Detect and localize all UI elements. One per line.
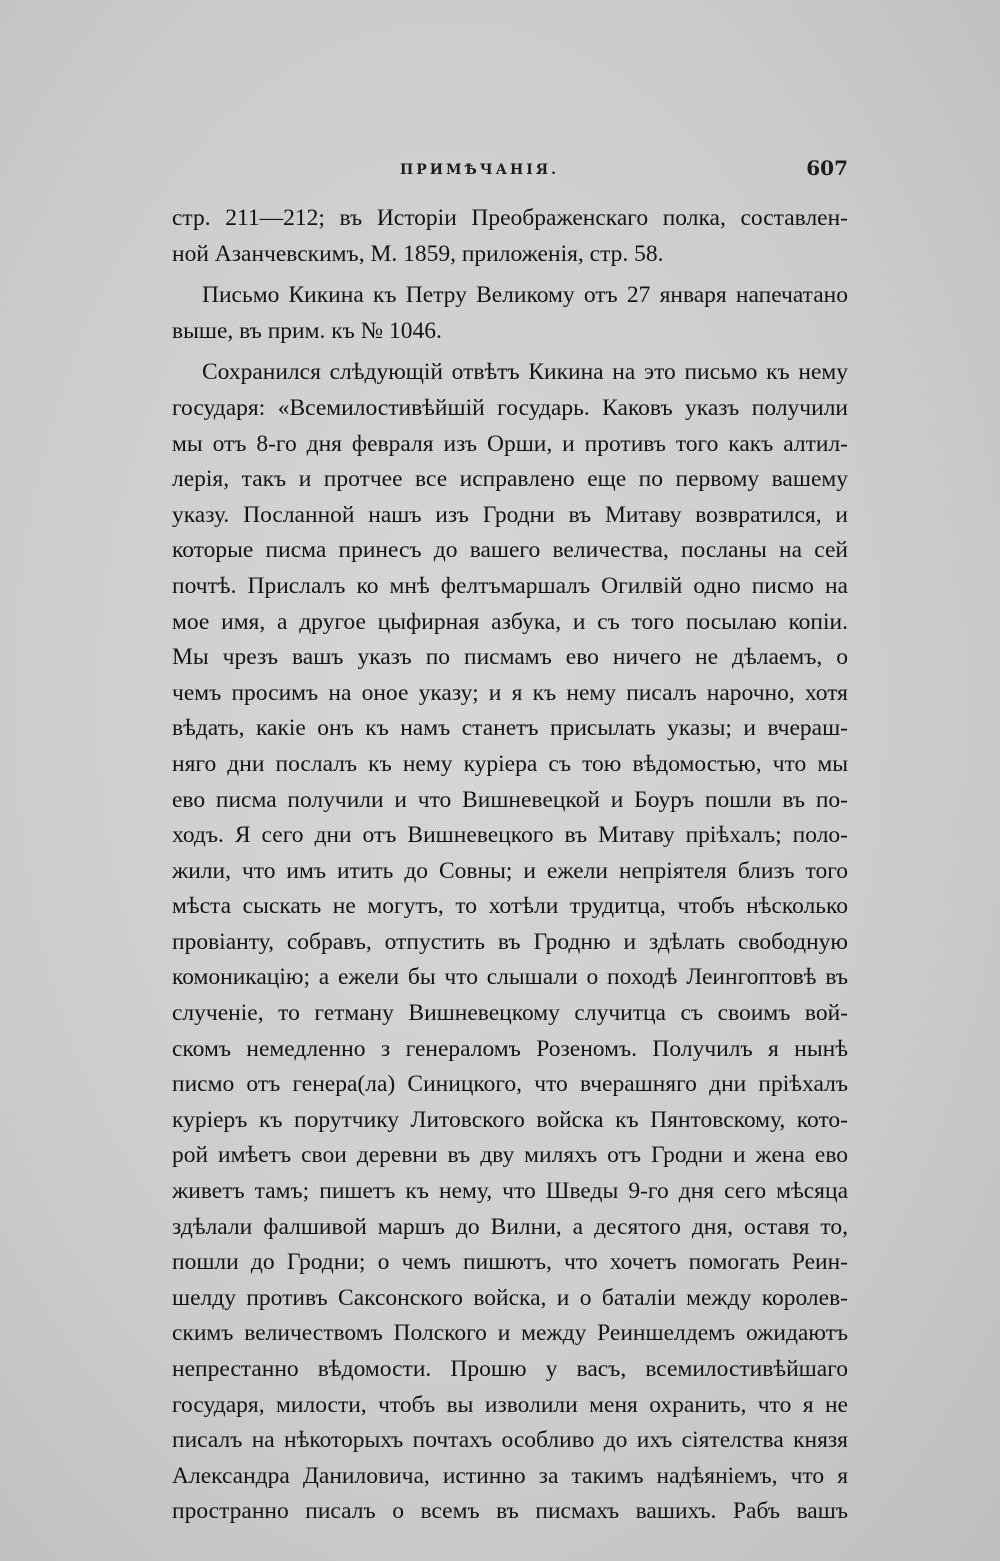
running-head: ПРИМѢЧАНІЯ. <box>400 162 559 178</box>
text-line: слученіе, то гетману Вишневецкому случитца съ своимъ вой- <box>172 1000 848 1027</box>
text-line: выше, въ прим. къ № 1046. <box>172 317 442 344</box>
text-line: комоникацію; а ежели бы что слышали о походѣ Леингоптовѣ въ <box>172 964 848 991</box>
text-line: скомъ немедленно з генераломъ Розеномъ. Получилъ я нынѣ <box>172 1035 848 1062</box>
text-line: ной Азанчевскимъ, М. 1859, приложенія, стр. 58. <box>172 240 664 267</box>
text-line: живетъ тамъ; пишетъ къ нему, что Шведы 9-го дня сего мѣсяца <box>172 1178 848 1205</box>
text-line: государя, милости, чтобъ вы изволили меня охранить, что я не <box>172 1391 848 1418</box>
text-line: непрестанно вѣдомости. Прошю у васъ, всемилостивѣйшаго <box>172 1356 848 1382</box>
text-line: почтѣ. Прислалъ ко мнѣ фелтъмаршалъ Огилвій одно писмо на <box>172 572 848 599</box>
text-line: указу. Посланной нашъ изъ Гродни въ Митаву возвратился, и <box>172 501 848 528</box>
body-text <box>172 201 848 1530</box>
text-line: Александра Даниловича, истинно за такимъ надѣяніемъ, что я <box>172 1462 848 1489</box>
text-line: пространно писалъ о всемъ въ писмахъ вашихъ. Рабъ вашъ <box>172 1498 848 1525</box>
text-line: ходъ. Я сего дни отъ Вишневецкого въ Митаву пріѣхалъ; поло- <box>172 822 848 849</box>
text-line: которые писма принесъ до вашего величества, посланы на сей <box>172 537 848 564</box>
text-line: мое имя, а другое цыфирная азбука, и съ того посылаю копіи. <box>172 608 848 635</box>
page-header <box>170 156 848 186</box>
text-line: государя: «Всемилостивѣйшій государь. Каковъ указъ получили <box>172 394 848 421</box>
text-line: ево писма получили и что Вишневецкой и Боуръ пошли въ по- <box>172 786 848 813</box>
text-line: шелду противъ Саксонского войска, и о баталіи между королев- <box>172 1284 848 1311</box>
text-line: писмо отъ генера(ла) Синицкого, что вчерашняго дни пріѣхалъ <box>172 1071 848 1098</box>
page-number: 607 <box>806 156 848 180</box>
text-line: мы отъ 8-го дня февраля изъ Орши, и противъ того какъ алтил- <box>172 430 848 457</box>
text-line: лерія, такъ и протчее все исправлено еще по первому вашему <box>172 466 848 493</box>
text-line: няго дни послалъ къ нему куріера съ тою вѣдомостью, что мы <box>172 750 848 777</box>
text-line: жили, что имъ итить до Совны; и ежели непріятеля близъ того <box>172 857 848 884</box>
text-line: рой имѣетъ свои деревни въ дву миляхъ отъ Гродни и жена ево <box>172 1142 848 1169</box>
text-line: писалъ на нѣкоторыхъ почтахъ особливо до ихъ сіятелства князя <box>172 1427 848 1454</box>
text-line: Сохранился слѣдующій отвѣтъ Кикина на это письмо къ нему <box>202 359 848 386</box>
text-line: Письмо Кикина къ Петру Великому отъ 27 января напечатано <box>202 282 848 309</box>
text-line: стр. 211—212; въ Исторіи Преображенскаго полка, составлен- <box>172 205 848 231</box>
text-line: скимъ величествомъ Полского и между Реиншелдемъ ожидаютъ <box>172 1320 848 1347</box>
text-line: чемъ просимъ на оное указу; и я къ нему писалъ нарочно, хотя <box>172 679 848 706</box>
text-line: здѣлали фалшивой маршъ до Вилни, а десятого дня, оставя то, <box>172 1213 848 1240</box>
text-line: Мы чрезъ вашъ указъ по писмамъ ево ничего не дѣлаемъ, о <box>172 644 848 671</box>
text-line: вѣдать, какіе онъ къ намъ станетъ присылать указы; и вчераш- <box>172 715 848 742</box>
text-line: куріеръ къ порутчику Литовского войска къ Пянтовскому, кото- <box>172 1106 848 1133</box>
text-line: пошли до Гродни; о чемъ пишютъ, что хочетъ помогать Реин- <box>172 1249 848 1276</box>
text-line: мѣста сыскать не могутъ, то хотѣли трудитца, чтобъ нѣсколько <box>172 893 848 920</box>
text-line: провіанту, собравъ, отпустить въ Гродню и здѣлать свободную <box>172 928 848 955</box>
